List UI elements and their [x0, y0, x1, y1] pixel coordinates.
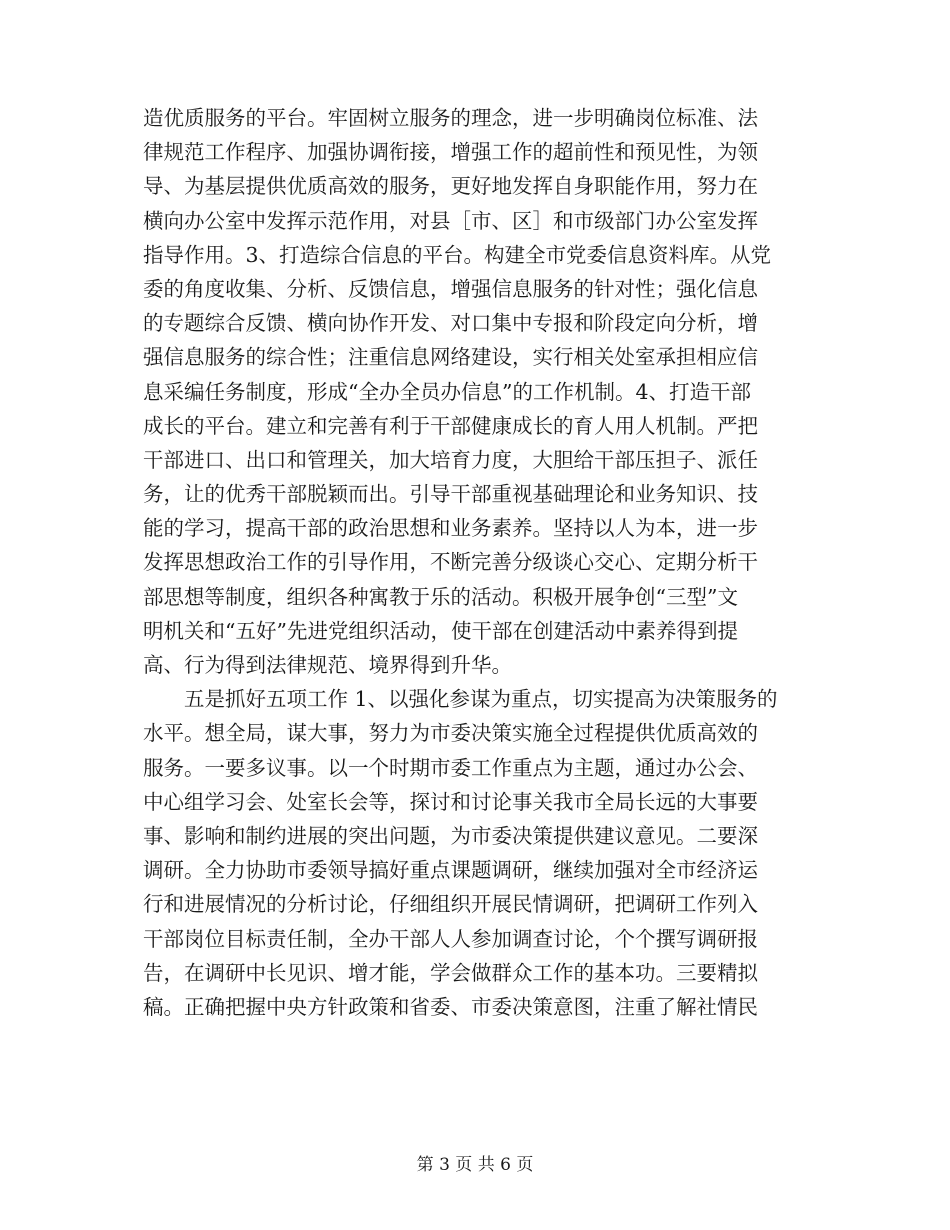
- text-line: 息采编任务制度，形成“全办全员办信息”的工作机制。4、打造干部: [143, 379, 752, 404]
- text-line: 干部进口、出口和管理关，加大培育力度，大胆给干部压担子、派任: [143, 447, 758, 472]
- text-line: 中心组学习会、处室长会等，探讨和讨论事关我市全局长远的大事要: [143, 789, 758, 814]
- text-line: 水平。想全局，谋大事，努力为市委决策实施全过程提供优质高效的: [143, 721, 758, 746]
- text-line: 告，在调研中长见识、增才能，学会做群众工作的基本功。三要精拟: [143, 960, 758, 985]
- text-line: 高、行为得到法律规范、境界得到升华。: [143, 653, 512, 677]
- text-line: 横向办公室中发挥示范作用，对县［市、区］和市级部门办公室发挥: [143, 208, 758, 233]
- text-line: 强信息服务的综合性；注重信息网络建设，实行相关处室承担相应信: [143, 345, 758, 370]
- text-line: 能的学习，提高干部的政治思想和业务素养。坚持以人为本，进一步: [143, 516, 758, 541]
- text-line: 律规范工作程序、加强协调衔接，增强工作的超前性和预见性，为领: [143, 140, 758, 165]
- text-line: 稿。正确把握中央方针政策和省委、市委决策意图，注重了解社情民: [143, 994, 758, 1019]
- text-line: 指导作用。3、打造综合信息的平台。构建全市党委信息资料库。从党: [143, 242, 772, 267]
- text-line: 明机关和“五好”先进党组织活动，使干部在创建活动中素养得到提: [143, 618, 738, 643]
- text-line: 服务。一要多议事。以一个时期市委工作重点为主题，通过办公会、: [143, 755, 758, 780]
- text-line: 发挥思想政治工作的引导作用，不断完善分级谈心交心、定期分析干: [143, 550, 758, 575]
- text-line: 干部岗位目标责任制，全办干部人人参加调查讨论，个个撰写调研报: [143, 926, 758, 951]
- text-line: 造优质服务的平台。牢固树立服务的理念，进一步明确岗位标准、法: [143, 106, 758, 130]
- text-line: 行和进展情况的分析讨论，仔细组织开展民情调研，把调研工作列入: [143, 892, 758, 917]
- text-line: 的专题综合反馈、横向协作开发、对口集中专报和阶段定向分析，增: [143, 311, 758, 336]
- text-line: 委的角度收集、分析、反馈信息，增强信息服务的针对性；强化信息: [143, 276, 758, 301]
- text-line: 成长的平台。建立和完善有利于干部健康成长的育人用人机制。严把: [143, 413, 758, 438]
- text-line: 事、影响和制约进展的突出问题，为市委决策提供建议意见。二要深: [143, 823, 758, 848]
- paragraph-start-line: 五是抓好五项工作 1、以强化参谋为重点，切实提高为决策服务的: [184, 687, 778, 712]
- text-line: 调研。全力协助市委领导搞好重点课题调研，继续加强对全市经济运: [143, 858, 758, 883]
- text-line: 导、为基层提供优质高效的服务，更好地发挥自身职能作用，努力在: [143, 174, 758, 199]
- body-text: [143, 101, 813, 1024]
- text-line: 部思想等制度，组织各种寓教于乐的活动。积极开展争创“三型”文: [143, 584, 738, 609]
- text-line: 务，让的优秀干部脱颖而出。引导干部重视基础理论和业务知识、技: [143, 482, 758, 507]
- page-number-footer: 第 3 页 共 6 页: [416, 1155, 534, 1175]
